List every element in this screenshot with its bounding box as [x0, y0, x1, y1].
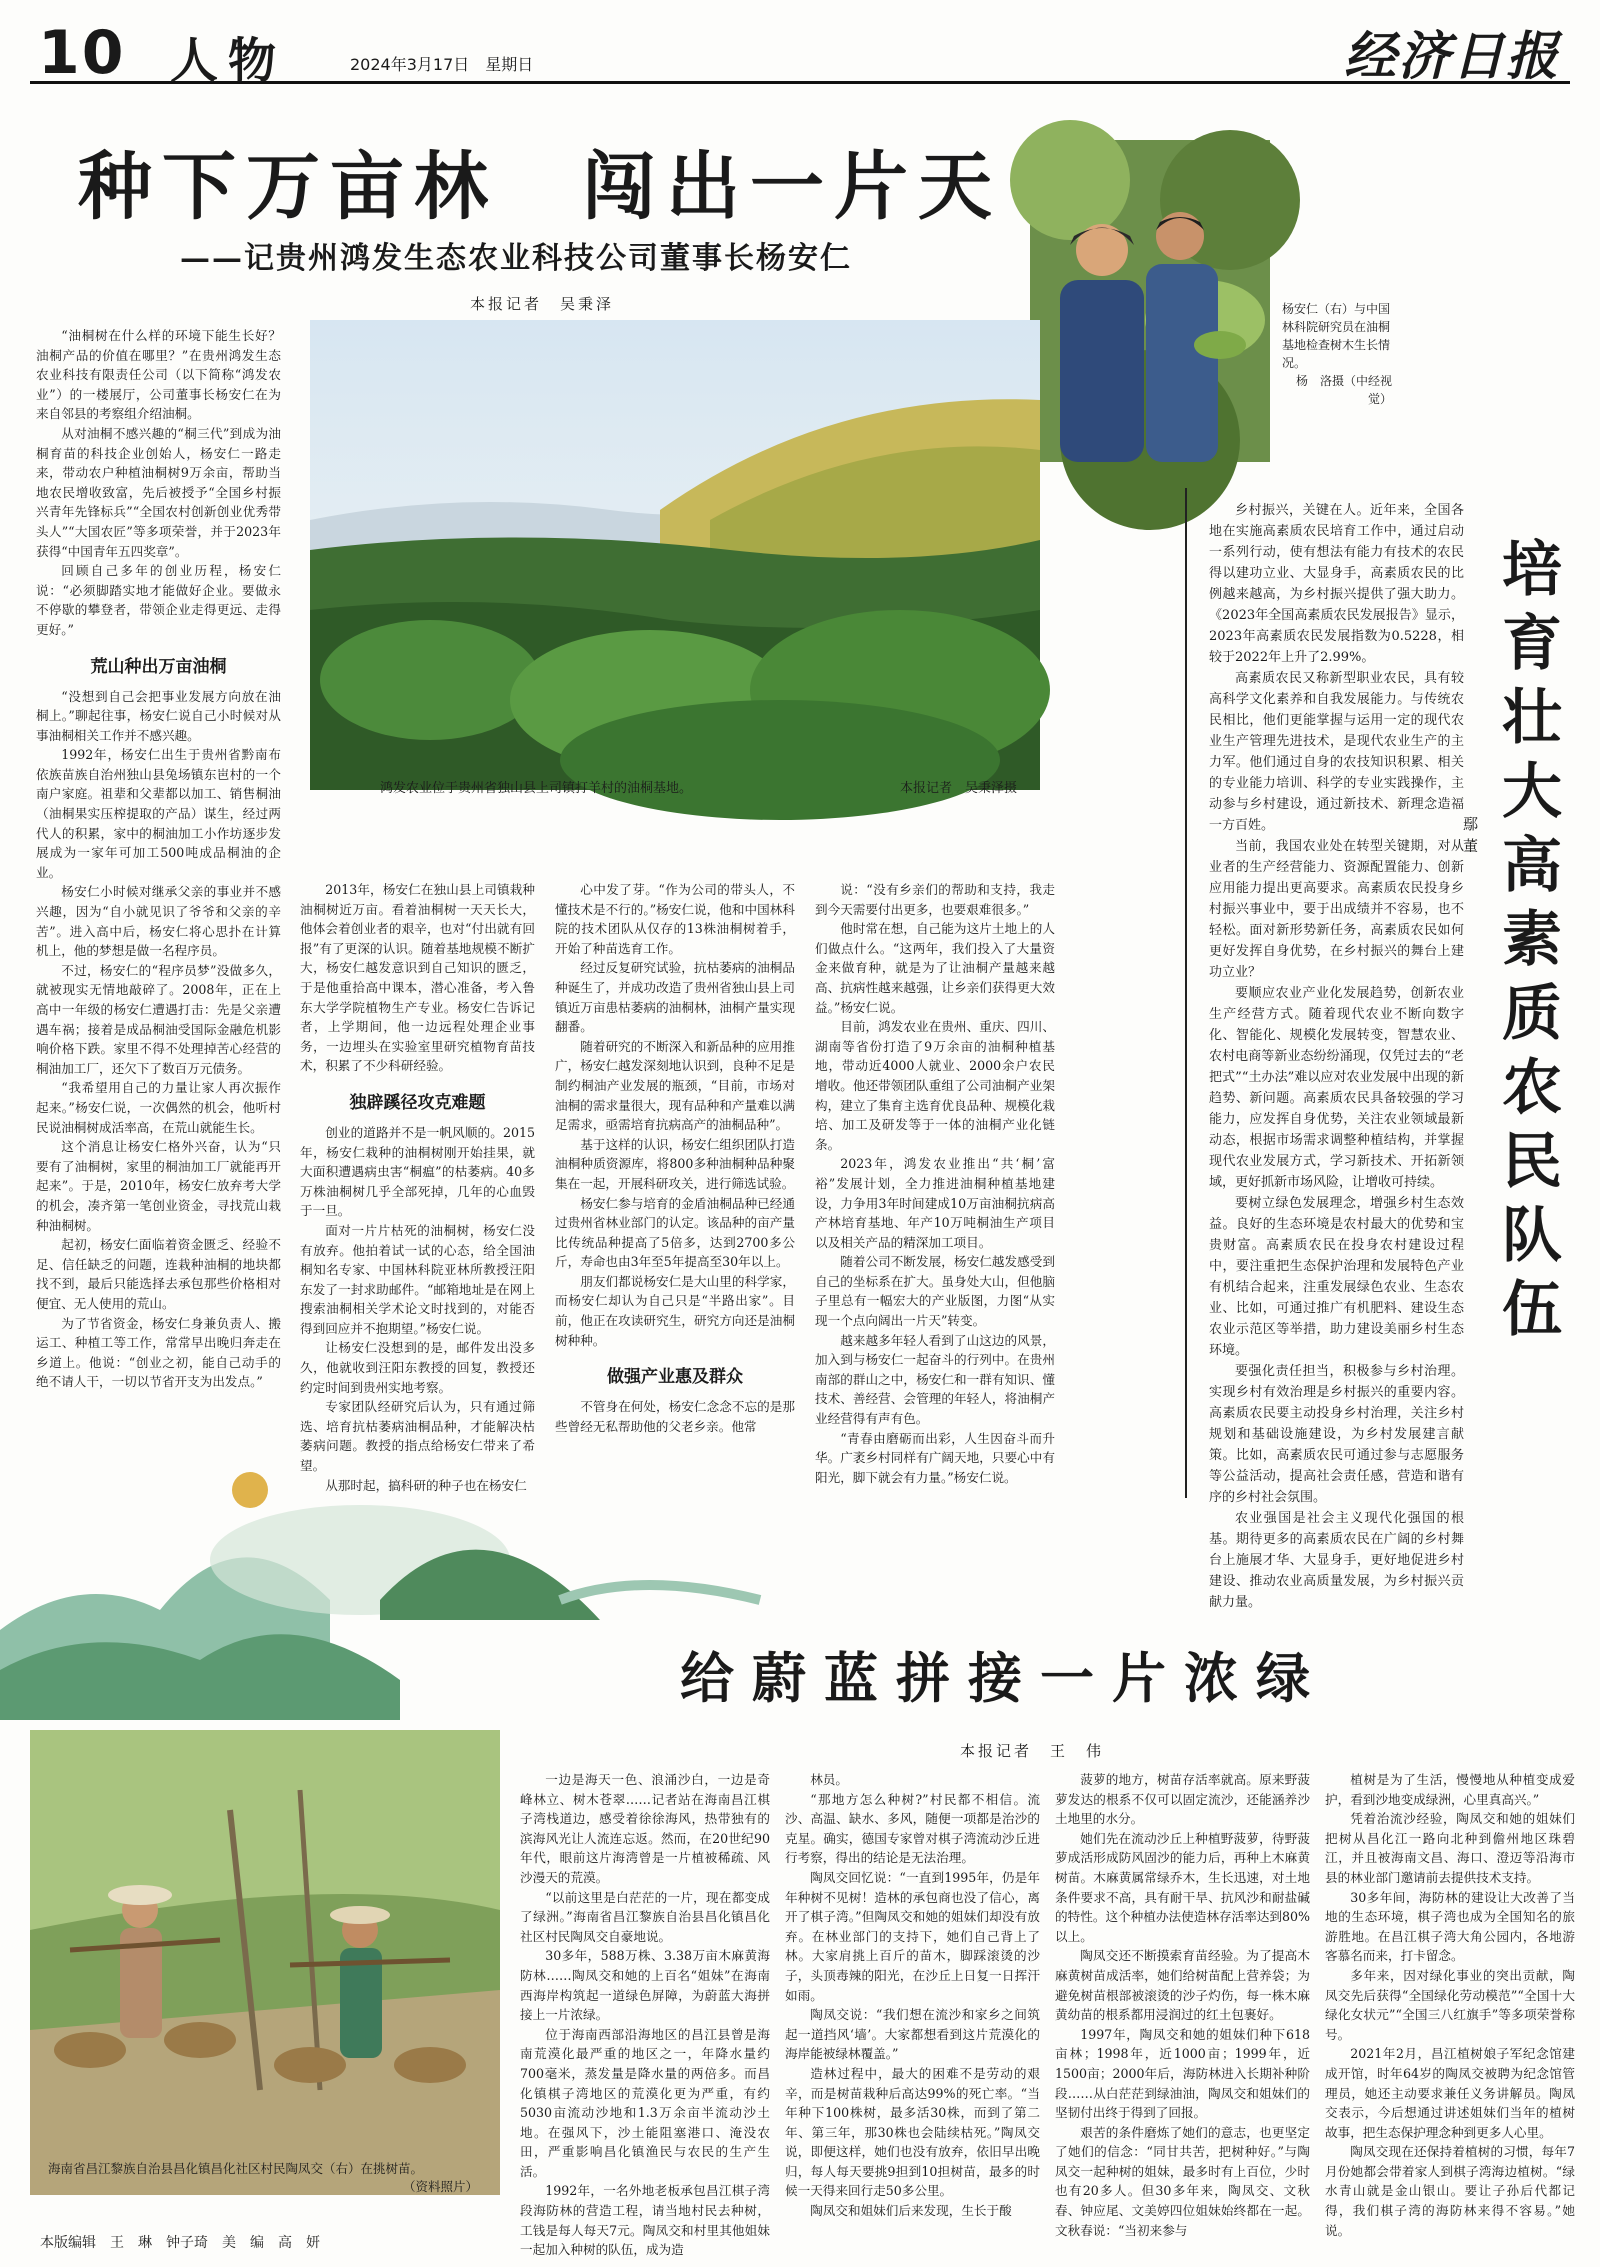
paragraph: 要强化责任担当，积极参与乡村治理。实现乡村有效治理是乡村振兴的重要内容。高素质农民要主动投身乡村治理，关注乡村规划和基础设施建设，为乡村发展建言献策。比如，高素质农民可通过参与志愿服务等公益活动，提高社会责任感，营造和谐有序的乡村社会氛围。 [1209, 1364, 1464, 1505]
paragraph: 心中发了芽。“作为公司的带头人，不懂技术是不行的。”杨安仁说，他和中国林科院的技术团队从仅存的13株油桐树着手，开始了种苗选育工作。 [555, 882, 795, 956]
article2-column-3 [1055, 1770, 1310, 2238]
paragraph: “没想到自己会把事业发展方向放在油桐上。”聊起往事，杨安仁说自己小时候对从事油桐相关工作并不感兴趣。 [36, 688, 281, 743]
paragraph: 朋友们都说杨安仁是大山里的科学家，而杨安仁却认为自己只是“半路出家”。目前，他正在攻读研究生，研究方向还是油桐树种种。 [555, 1273, 795, 1348]
paragraph: 从对油桐不感兴趣的“桐三代”到成为油桐育苗的科技企业创始人，杨安仁一路走来，带动农户种植油桐树9万余亩，帮助当地农民增收致富，先后被授予“全国乡村振兴青年先锋标兵”“全国农村创新创业优秀带头人”“大国农匠”等多项荣誉，并于2023年获得“中国青年五四奖章”。 [36, 425, 281, 559]
paragraph: 杨安仁参与培育的金盾油桐品种已经通过贵州省林业部门的认定。该品种的亩产量比传统品种提高了5倍多，达到2700多公斤，寿命也由3年至5年提高至30年以上。 [555, 1195, 795, 1270]
paragraph: 经过反复研究试验，抗枯萎病的油桐品种诞生了，并成功改造了贵州省独山县上司镇近万亩患枯萎病的油桐林，油桐产量实现翻番。 [555, 960, 795, 1035]
paragraph: 1992年，一名外地老板承包昌江棋子湾段海防林的营造工程，请当地村民去种树，工钱是每人每天7元。陶凤交和村里其他姐妹一起加入种树的队伍，成为造 [520, 2183, 770, 2258]
section-title: 人物 [170, 33, 287, 89]
paragraph: 回顾自己多年的创业历程，杨安仁说：“必须脚踏实地才能做好企业。要做永不停歇的攀登者，带领企业走得更远、走得更好。” [36, 563, 281, 637]
page-footer-editors: 本版编辑 王 琳 钟子琦 美 编 高 妍 [40, 2235, 320, 2251]
section-heading: 做强产业惠及群众 [607, 1367, 743, 1388]
article2-byline: 本报记者 王 伟 [960, 1742, 1105, 1760]
paragraph: 陶凤交还不断摸索育苗经验。为了提高木麻黄树苗成活率，她们给树苗配上营养袋；为避免树苗根部被滚烫的沙子灼伤，每一株木麻黄幼苗的根系都用浸润过的红土包裹好。 [1055, 1948, 1310, 2023]
article2-column-4 [1325, 1770, 1575, 2238]
paragraph: 要顺应农业产业化发展趋势，创新农业生产经营方式。随着现代农业不断向数字化、智能化、规模化发展转变，智慧农业、农村电商等新业态纷纷涌现，仅凭过去的“老把式”“土办法”难以应对农业发展中出现的新趋势、新问题。高素质农民具备较强的学习能力，应发挥自身优势，关注农业领域最新动态，根据市场需求调整种植结构，并掌握现代农业发展方式，学习新技术、开拓新领域，更好抓新市场风险，让增收可持续。 [1209, 986, 1464, 1190]
paragraph: “油桐树在什么样的环境下能生长好？油桐产品的价值在哪里？”在贵州鸿发生态农业科技有限责任公司（以下简称“鸿发农业”）的一楼展厅，公司董事长杨安仁在为来自邻县的考察组介绍油桐。 [36, 328, 281, 422]
paragraph: 艰苦的条件磨炼了她们的意志，也更坚定了她们的信念：“同甘共苦，把树种好。”与陶凤交一起种树的姐妹，最多时有上百位，少时也有20多人。但30多年来，陶凤交、文秋春、钟应尾、文美婷四位姐妹始终都在一起。文秋春说：“当初来参与 [1055, 2124, 1310, 2238]
commentary-text [1209, 500, 1464, 1610]
photo-credit-text: 杨 洛摄（中经视觉） [1295, 374, 1392, 406]
paragraph: 农业强国是社会主义现代化强国的根基。期待更多的高素质农民在广阔的乡村舞台上施展才华、大显身手，更好地促进乡村建设、推动农业高质量发展，为乡村振兴贡献力量。 [1209, 1511, 1464, 1610]
commentary-box [1185, 488, 1580, 1610]
paragraph: 这个消息让杨安仁格外兴奋，认为“只要有了油桐树，家里的桐油加工厂就能再开起来”。于是，2010年，杨安仁放弃考大学的机会，凑齐第一笔创业资金，寻找荒山栽种油桐树。 [36, 1139, 281, 1233]
paragraph: 目前，鸿发农业在贵州、重庆、四川、湖南等省份打造了9万余亩的油桐种植基地，带动近4000人就业、2000余户农民增收。他还带领团队重组了公司油桐产业架构，建立了集育主选育优良品种、规模化栽培、加工及研发等于一体的油桐产业化链条。 [815, 1019, 1055, 1152]
article1-title: 种下万亩林 闯出一片天 [78, 144, 1002, 230]
article1-photo-main-caption: 鸿发农业位于贵州省独山县上司镇打羊村的油桐基地。 [380, 781, 693, 796]
paragraph: 为了节省资金，杨安仁身兼负责人、搬运工、种植工等工作，常常早出晚归奔走在乡道上。他说：“创业之初，能自己动手的绝不请人干，一切以节省开支为出发点。” [36, 1315, 281, 1390]
paragraph: 专家团队经研究后认为，只有通过筛选、培育抗枯萎病油桐品种，才能解决枯萎病问题。教授的指点给杨安仁带来了希望。 [300, 1399, 535, 1474]
article1-photo-inspection [1030, 140, 1270, 462]
paragraph: 造林过程中，最大的困难不是劳动的艰辛，而是树苗栽种后高达99%的死亡率。“当年种下100株树，最多活30株，而到了第二年、第三年，那30株也会陆续枯死。”陶凤交说，即便这样，她们也没有放弃，依旧早出晚归，每人每天要挑9担到10担树苗，最多的时候一天得来回行走50多公里。 [785, 2065, 1040, 2199]
article2-column-1 [520, 1770, 770, 2258]
article1-photo-main-credit: 本报记者 吴秉泽摄 [900, 781, 1018, 796]
paragraph: 30多年，588万株、3.38万亩木麻黄海防林……陶凤交和她的上百名“姐妹”在海南西海岸构筑起一道绿色屏障，为蔚蓝大海拼接上一片浓绿。 [520, 1948, 770, 2023]
paragraph: 1992年，杨安仁出生于贵州省黔南布依族苗族自治州独山县兔场镇东岜村的一个南户家庭。祖辈和父辈都以加工、销售桐油（油桐果实压榨提取的产品）谋生，经过两代人的积累，家中的桐油加工小作坊逐步发展成为一家年可加工500吨成品桐油的企业。 [36, 747, 281, 880]
paragraph: “那地方怎么种树?”村民都不相信。流沙、高温、缺水、多风，随便一项都是治沙的克星。确实，德国专家曾对棋子湾流动沙丘进行考察，得出的结论是无法治理。 [785, 1791, 1040, 1866]
paragraph: 让杨安仁没想到的是，邮件发出没多久，他就收到汪阳东教授的回复，教授还约定时间到贵州实地考察。 [300, 1340, 535, 1395]
masthead [30, 14, 1570, 89]
paragraph: 林员。 [810, 1772, 848, 1787]
issue-date: 2024年3月17日 星期日 [350, 55, 534, 74]
paragraph: 说：“没有乡亲们的帮助和支持，我走到今天需要付出更多，也要艰难很多。” [815, 882, 1055, 917]
inspection-photo-illustration [1030, 140, 1270, 462]
paragraph: 要树立绿色发展理念，增强乡村生态效益。良好的生态环境是农村最大的优势和宝贵财富。高素质农民在投身农村建设过程中，要注重把生态保护治理和发展特色产业有机结合起来，注重发展绿色农业、生态农业、比如，可通过推广有机肥料、建设生态农业示范区等举措，助力建设美丽乡村生态环境。 [1209, 1196, 1464, 1358]
paragraph: 位于海南西部沿海地区的昌江县曾是海南荒漠化最严重的地区之一，年降水量约700毫米，蒸发量是降水量的两倍多。而昌化镇棋子湾地区的荒漠化更为严重，有约5030亩流动沙地和1.3万余亩半流动沙土地。在强风下，沙土能阻塞港口、淹没农田，严重影响昌化镇渔民与农民的生产生活。 [520, 2026, 770, 2179]
article1-byline: 本报记者 吴秉泽 [470, 295, 615, 313]
paragraph: 随着研究的不断深入和新品种的应用推广，杨安仁越发深刻地认识到，良种不足是制约桐油产业发展的瓶颈，“目前，市场对油桐的需求量很大，现有品种和产量难以满足需求，亟需培育抗病高产的油桐品种”。 [555, 1038, 795, 1133]
photo-credit-text: （资料照片） [402, 2179, 478, 2194]
paragraph: 起初，杨安仁面临着资金匮乏、经验不足、信任缺乏的问题，连栽种油桐的地块都找不到，最后只能选择去承包那些价格相对便宜、无人使用的荒山。 [36, 1237, 281, 1311]
article2-title: 给蔚蓝拼接一片浓绿 [680, 1647, 1328, 1710]
paragraph: 随着公司不断发展，杨安仁越发感受到自己的坐标系在扩大。虽身处大山，但他脑子里总有一幅宏大的产业版图，力图“从实现一个点向阔出一片天”转变。 [815, 1254, 1055, 1329]
commentary-author: 鄢 董 [1463, 815, 1494, 855]
landscape-photo-illustration [310, 320, 1040, 790]
paragraph: 面对一片片枯死的油桐树，杨安仁没有放弃。他拍着试一试的心态，给全国油桐知名专家、中国林科院亚林所教授汪阳东发了一封求助邮件。“邮箱地址是在网上搜索油桐相关学术论文时找到的，对能否得到回应并不抱期望。”杨安仁说。 [300, 1222, 535, 1336]
paragraph: 乡村振兴，关键在人。近年来，全国各地在实施高素质农民培育工作中，通过启动一系列行动，使有想法有能力有技术的农民得以建功立业、大显身手，高素质农民的比例越来越高，为乡村振兴提供了强大助力。《2023年全国高素质农民发展报告》显示，2023年高素质农民发展指数为0.5228，相较于2022年上升了2.99%。 [1209, 503, 1464, 665]
paragraph: 多年来，因对绿化事业的突出贡献，陶凤交先后获得“全国绿化劳动模范”“全国十大绿化女状元”“全国三八红旗手”等多项荣誉称号。 [1325, 1967, 1575, 2042]
paragraph: 高素质农民又称新型职业农民，具有较高科学文化素养和自我发展能力。与传统农民相比，他们更能掌握与运用一定的现代农业生产管理先进技术，是现代农业生产的主力军。他们通过自身的农技知识积累、相关的专业能力培训、科学的专业实践操作，主动参与乡村建设，通过新技术、新理念造福一方百姓。 [1209, 671, 1464, 833]
planters-photo-illustration [30, 1730, 500, 2195]
paragraph: 1997年，陶凤交和她的姐妹们种下618亩林；1998年，近1000亩；1999年，近1500亩；2000年后，海防林进入长期补种阶段……从白茫茫到绿油油，陶凤交和姐妹们的坚韧付出终于得到了回报。 [1055, 2026, 1310, 2121]
newspaper-logo: 经济日报 [1343, 26, 1560, 87]
article1-column-1 [36, 326, 281, 1566]
paragraph: 一边是海天一色、浪涌沙白，一边是奇峰林立、树木苍翠……记者站在海南昌江棋子湾栈道边，感受着徐徐海风，热带独有的滨海风光让人流连忘返。然而，在20世纪90年代，眼前这片海湾曾是一片植被稀疏、风沙漫天的荒漠。 [520, 1772, 770, 1885]
paragraph: 杨安仁小时候对继承父亲的事业并不感兴趣，因为“自小就见识了爷爷和父亲的辛苦”。进入高中后，杨安仁将心思扑在计算机上，他的梦想是做一名程序员。 [36, 884, 281, 959]
paragraph: 2023年，鸿发农业推出“共‘桐’富裕”发展计划，全力推进油桐种植基地建设，力争用3年时间建成10万亩油桐抗病高产林培育基地、年产10万吨桐油生产项目以及相关产品的精深加工项目。 [815, 1156, 1055, 1250]
paragraph: 陶凤交现在还保持着植树的习惯，每年7月份她都会带着家人到棋子湾海边植树。“绿水青山就是金山银山。要让子孙后代都记得，我们棋子湾的海防林来得不容易。”她说。 [1325, 2144, 1575, 2238]
paragraph: 陶凤交说：“我们想在流沙和家乡之间筑起一道挡风‘墙’。大家都想看到这片荒漠化的海岸能被绿林覆盖。” [785, 2007, 1040, 2062]
paragraph: 2021年2月，昌江植树娘子军纪念馆建成开馆，时年64岁的陶凤交被聘为纪念馆管理员，她还主动要求兼任义务讲解员。陶凤交表示，今后想通过讲述姐妹们当年的植树故事，把生态保护理念种到更多人心里。 [1325, 2046, 1575, 2140]
paragraph: 他时常在想，自己能为这片土地上的人们做点什么。“这两年，我们投入了大量资金来做育种，就是为了让油桐产量越来越高、抗病性越来越强，让乡亲们获得更大效益。”杨安仁说。 [815, 921, 1055, 1015]
paragraph: 从那时起，搞科研的种子也在杨安仁 [325, 1477, 527, 1493]
article1-photo-top-caption [1282, 300, 1392, 408]
paragraph: 菠萝的地方，树苗存活率就高。原来野菠萝发达的根系不仅可以固定流沙，还能涵养沙土地里的水分。 [1055, 1772, 1310, 1827]
paragraph: 30多年间，海防林的建设让大改善了当地的生态环境，棋子湾也成为全国知名的旅游胜地。在昌江棋子湾大角公园内，各地游客慕名而来，打卡留念。 [1325, 1889, 1575, 1964]
paragraph: 凭着治流沙经验，陶凤交和她的姐妹们把树从昌化江一路向北种到儋州地区珠碧江，并且被海南文昌、海口、澄迈等沿海市县的林业部门邀请前去提供技术支持。 [1325, 1811, 1575, 1885]
article2-column-2 [785, 1770, 1040, 2225]
photo-caption-text: 海南省昌江黎族自治县昌化镇昌化社区村民陶凤交（右）在挑树苗。 [48, 2161, 424, 2176]
paragraph: 越来越多年轻人看到了山这边的风景，加入到与杨安仁一起奋斗的行列中。在贵州南部的群山之中，杨安仁和一群有知识、懂技术、善经营、会管理的年轻人，将油桐产业经营得有声有色。 [815, 1332, 1055, 1427]
paragraph: “以前这里是白茫茫的一片，现在都变成了绿洲。”海南省昌江黎族自治县昌化镇昌化社区村民陶凤交自豪地说。 [520, 1889, 770, 1944]
paragraph: 2013年，杨安仁在独山县上司镇栽种油桐树近万亩。看着油桐树一天天长大，他体会着创业者的艰辛，也对“付出就有回报”有了更深的认识。随着基地规模不断扩大，杨安仁越发意识到自己知识的匮乏，于是他重拾高中课本，潜心准备，考入鲁东大学学院植物生产专业。杨安仁告诉记者，上学期间，他一边远程处理企业事务，一边埋头在实验室里研究植物育苗技术，积累了不少科研经验。 [300, 882, 535, 1074]
article1-subtitle: ——记贵州鸿发生态农业科技公司董事长杨安仁 [180, 241, 852, 276]
paragraph: 陶凤交回忆说：“一直到1995年，仍是年年种树不见树！造林的承包商也没了信心，离开了棋子湾。”但陶凤交和她的姐妹们却没有放弃。在林业部门的支持下，她们自己背上了林。大家肩挑上百斤的苗木，脚踩滚烫的沙子，头顶毒辣的阳光，在沙丘上日复一日挥汗如雨。 [785, 1869, 1040, 2003]
paragraph: 植树是为了生活，慢慢地从种植变成爱护，看到沙地变成绿洲，心里真高兴。” [1325, 1772, 1575, 1807]
commentary-title: 培育壮大高素质农民队伍 [1502, 535, 1562, 1345]
paragraph: 当前，我国农业处在转型关键期，对从业者的生产经营能力、资源配置能力、创新应用能力提出更高要求。高素质农民投身乡村振兴事业中，要于出成绩并不容易，也不轻松。面对新形势新任务，高素质农民如何更好发挥自身优势，在乡村振兴的舞台上建功立业？ [1209, 839, 1464, 980]
page-number: 10 [38, 18, 126, 88]
article2-photo-caption [48, 2160, 478, 2196]
paragraph: “青春由磨砺而出彩，人生因奋斗而升华。广袤乡村同样有广阔天地，只要心中有阳光，脚下就会有力量。”杨安仁说。 [815, 1430, 1055, 1485]
section-heading: 荒山种出万亩油桐 [90, 656, 227, 677]
paragraph: 她们先在流动沙丘上种植野菠萝，待野菠萝成活形成防风固沙的能力后，再种上木麻黄树苗。木麻黄属常绿乔木，生长迅速，对土地条件要求不高，具有耐干旱、抗风沙和耐盐碱的特性。这个种植办法使造林存活率达到80%以上。 [1055, 1830, 1310, 1944]
paragraph: 基于这样的认识，杨安仁组织团队打造油桐种质资源库，将800多种油桐种品种聚集在一起，开展科研攻关，进行筛选试验。 [555, 1136, 795, 1191]
photo-caption-text: 杨安仁（右）与中国林科院研究员在油桐基地检查树木生长情况。 [1282, 302, 1391, 370]
paragraph: “我希望用自己的力量让家人再次振作起来。”杨安仁说，一次偶然的机会，他听村民说油桐树成活率高，在荒山就能生长。 [36, 1080, 281, 1135]
paragraph: 陶凤交和姐妹们后来发现，生长于酸 [810, 2203, 1012, 2219]
paragraph: 不过，杨安仁的“程序员梦”没做多久，就被现实无情地敲碎了。2008年，正在上高中一年级的杨安仁遭遇打击：先是父亲遭遇车祸；接着是成品桐油受国际金融危机影响价格下跌。家里不得不处理掉苦心经营的桐油加工厂，还欠下了数百万元债务。 [36, 962, 281, 1076]
paragraph: 不管身在何处，杨安仁念念不忘的是那些曾经无私帮助他的父老乡亲。他常 [555, 1399, 795, 1434]
article2-photo-planters [30, 1730, 500, 2195]
paragraph: 创业的道路并不是一帆风顺的。2015年，杨安仁栽种的油桐树刚开始挂果，就大面积遭遇病虫害“桐瘟”的枯萎病。40多万株油桐树几乎全部死掉，几年的心血毁于一旦。 [300, 1124, 535, 1219]
section-heading: 独辟蹊径攻克难题 [349, 1092, 486, 1113]
article1-photo-landscape [310, 320, 1040, 790]
